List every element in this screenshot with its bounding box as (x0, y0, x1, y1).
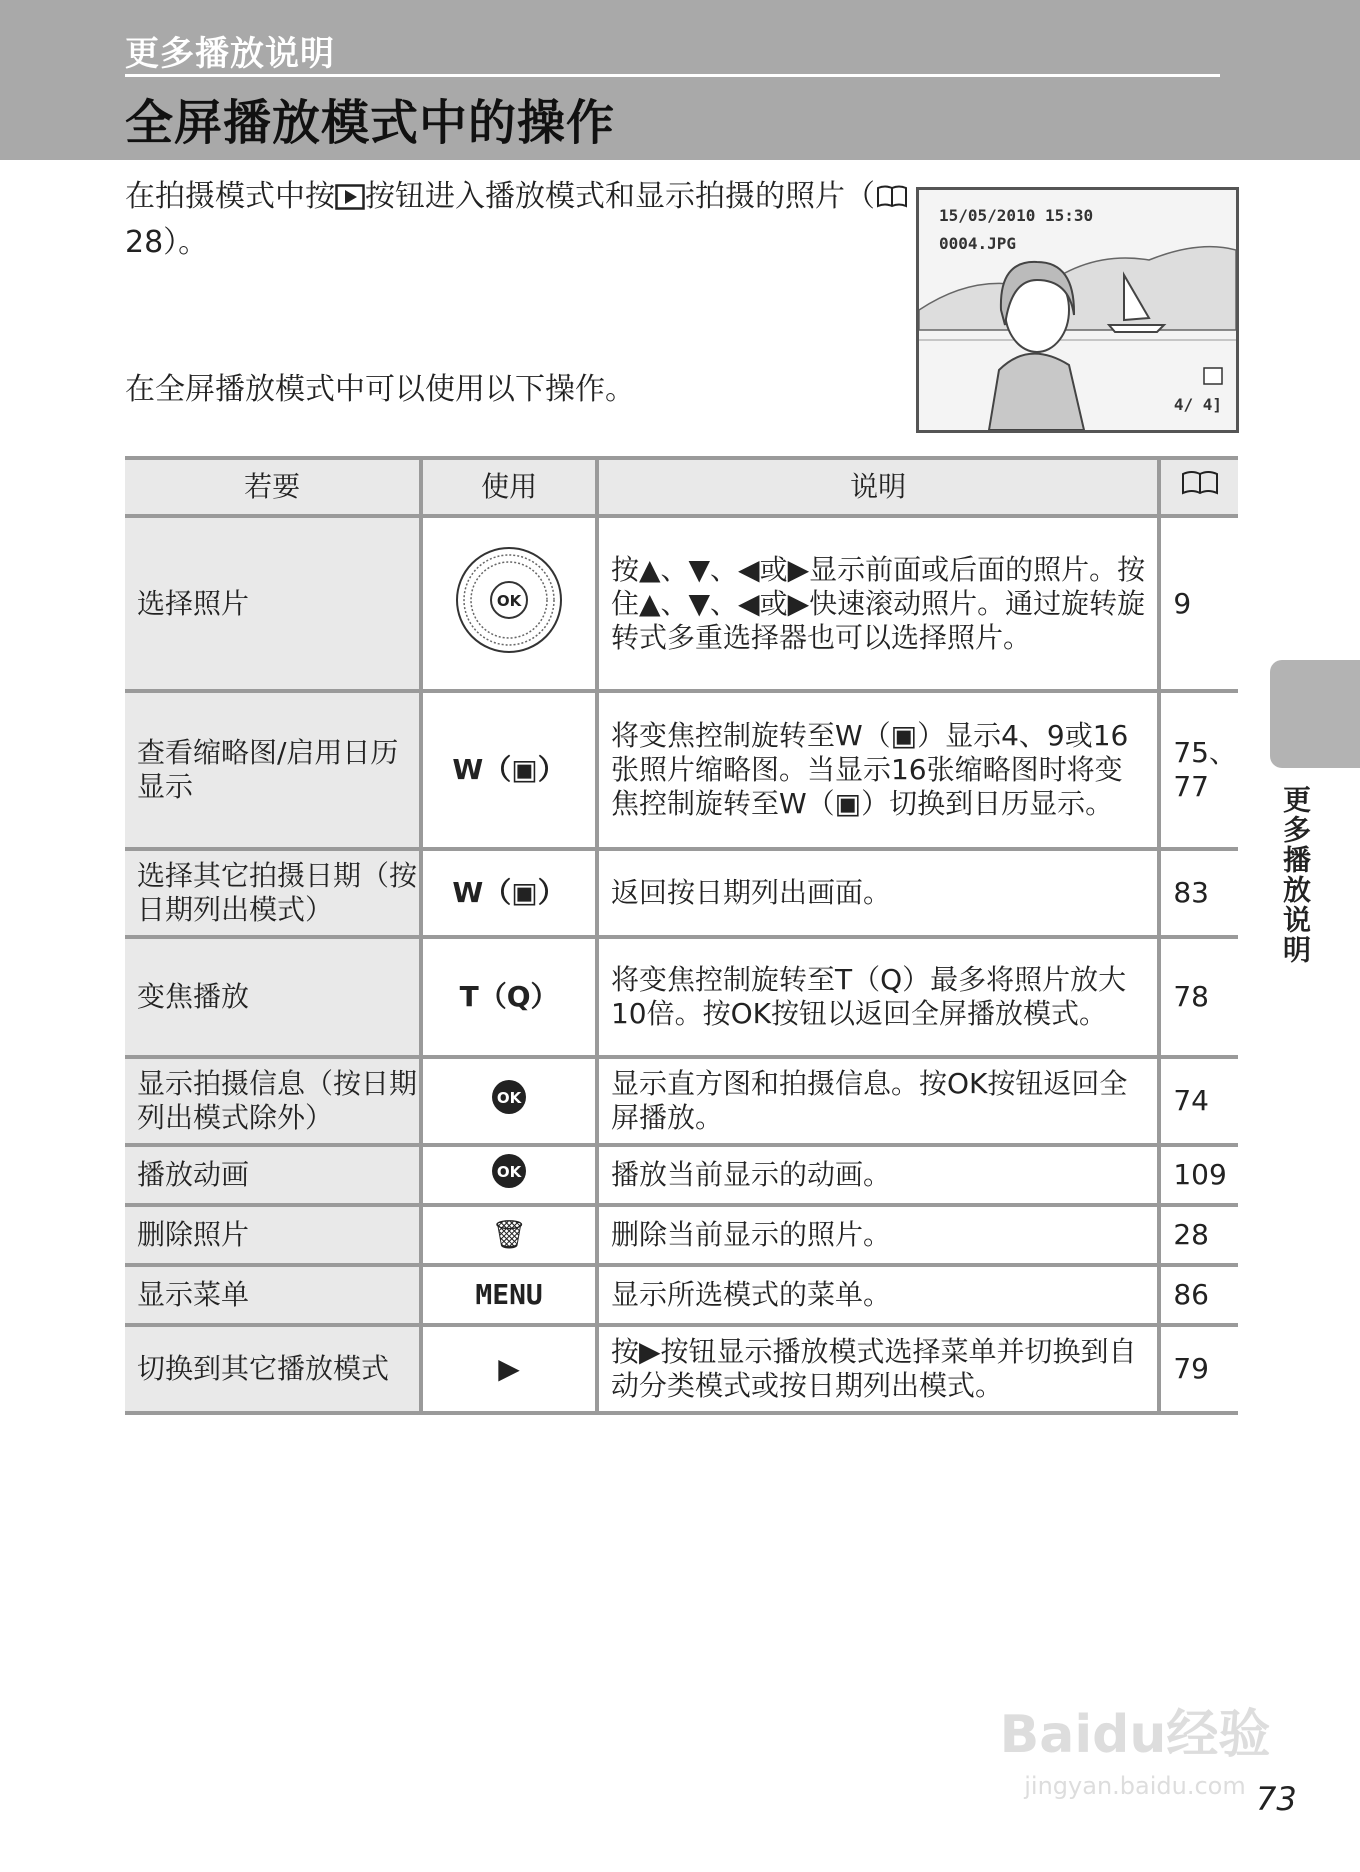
page-title: 全屏播放模式中的操作 (125, 95, 616, 151)
task-cell: 变焦播放 (125, 937, 421, 1057)
description-cell: 将变焦控制旋转至T（Q）最多将照片放大10倍。按OK按钮以返回全屏播放模式。 (597, 937, 1159, 1057)
description-cell: 显示所选模式的菜单。 (597, 1265, 1159, 1325)
playback-photo-illustration (919, 190, 1236, 430)
task-cell: 选择照片 (125, 516, 421, 691)
table-row (125, 1145, 1238, 1205)
ok-label: OK (496, 1089, 522, 1107)
table-row (125, 516, 1238, 691)
book-reference-icon (1180, 469, 1220, 497)
book-reference-icon (875, 180, 909, 222)
play-button-icon: ▶ (421, 1325, 597, 1413)
intro-reference: 28）。 (125, 225, 209, 260)
use-cell (421, 516, 597, 691)
multi-selector-dial-icon (454, 545, 564, 655)
table-row (125, 1057, 1238, 1145)
screen-filename: 0004.JPG (939, 234, 1017, 253)
use-cell: W（▣） (421, 849, 597, 937)
intro-operations-text: 在全屏播放模式中可以使用以下操作。 (125, 372, 635, 407)
description-cell: 删除当前显示的照片。 (597, 1205, 1159, 1265)
use-cell: W（▣） (421, 691, 597, 849)
page-ref-cell: 9 (1159, 516, 1238, 691)
use-cell (421, 1057, 597, 1145)
ok-label: OK (496, 1163, 522, 1181)
task-cell: 切换到其它播放模式 (125, 1325, 421, 1413)
intro-text-after: 按钮进入播放模式和显示拍摄的照片（ (365, 179, 875, 214)
side-tab-label: 更多播放说明 (1279, 785, 1312, 965)
header-page-ref (1159, 458, 1238, 516)
task-cell: 选择其它拍摄日期（按日期列出模式） (125, 849, 421, 937)
side-tab (1270, 660, 1360, 768)
screen-datetime: 15/05/2010 15:30 (939, 206, 1094, 225)
description-cell: 将变焦控制旋转至W（▣）显示4、9或16张照片缩略图。当显示16张缩略图时将变焦控制旋转至W（▣）切换到日历显示。 (597, 691, 1159, 849)
table-row (125, 1325, 1238, 1413)
use-cell: MENU (421, 1265, 597, 1325)
screen-counter: 4/ 4] (1173, 395, 1222, 414)
ok-label: OK (496, 591, 522, 610)
section-label: 更多播放说明 (125, 34, 335, 74)
task-cell: 查看缩略图/启用日历显示 (125, 691, 421, 849)
page-ref-cell: 74 (1159, 1057, 1238, 1145)
task-cell: 显示拍摄信息（按日期列出模式除外） (125, 1057, 421, 1145)
ok-button-icon (489, 1077, 529, 1117)
operations-table (125, 456, 1238, 1415)
baidu-watermark-logo (985, 1672, 1285, 1812)
page-ref-cell: 78 (1159, 937, 1238, 1057)
page-ref-cell: 83 (1159, 849, 1238, 937)
description-cell: 返回按日期列出画面。 (597, 849, 1159, 937)
page-number: 73 (1256, 1780, 1297, 1818)
section-header (0, 0, 1360, 160)
table-header-row (125, 458, 1238, 516)
camera-screen-illustration (916, 187, 1239, 433)
table-row (125, 1265, 1238, 1325)
use-cell: T（Q） (421, 937, 597, 1057)
task-cell: 播放动画 (125, 1145, 421, 1205)
intro-paragraph (125, 176, 915, 264)
description-cell: 播放当前显示的动画。 (597, 1145, 1159, 1205)
description-cell: 显示直方图和拍摄信息。按OK按钮返回全屏播放。 (597, 1057, 1159, 1145)
watermark-brand: Baidu经验 (999, 1705, 1271, 1765)
table-row (125, 691, 1238, 849)
header-task: 若要 (125, 458, 421, 516)
page-ref-cell: 79 (1159, 1325, 1238, 1413)
description-cell: 按▲、▼、◀或▶显示前面或后面的照片。按住▲、▼、◀或▶快速滚动照片。通过旋转旋转式多重选择器也可以选择照片。 (597, 516, 1159, 691)
task-cell: 显示菜单 (125, 1265, 421, 1325)
play-button-icon (335, 180, 365, 222)
table-row (125, 1205, 1238, 1265)
ok-button-icon (489, 1151, 529, 1191)
page-ref-cell: 109 (1159, 1145, 1238, 1205)
header-divider (125, 74, 1220, 77)
page-ref-cell: 86 (1159, 1265, 1238, 1325)
description-cell: 按▶按钮显示播放模式选择菜单并切换到自动分类模式或按日期列出模式。 (597, 1325, 1159, 1413)
trash-icon: 🗑 (421, 1205, 597, 1265)
table-row (125, 849, 1238, 937)
use-cell (421, 1145, 597, 1205)
table-row (125, 937, 1238, 1057)
task-cell: 删除照片 (125, 1205, 421, 1265)
page-ref-cell: 75、77 (1159, 691, 1238, 849)
header-description: 说明 (597, 458, 1159, 516)
watermark-url: jingyan.baidu.com (1024, 1772, 1246, 1800)
header-use: 使用 (421, 458, 597, 516)
intro-text-before: 在拍摄模式中按 (125, 179, 335, 214)
page-ref-cell: 28 (1159, 1205, 1238, 1265)
